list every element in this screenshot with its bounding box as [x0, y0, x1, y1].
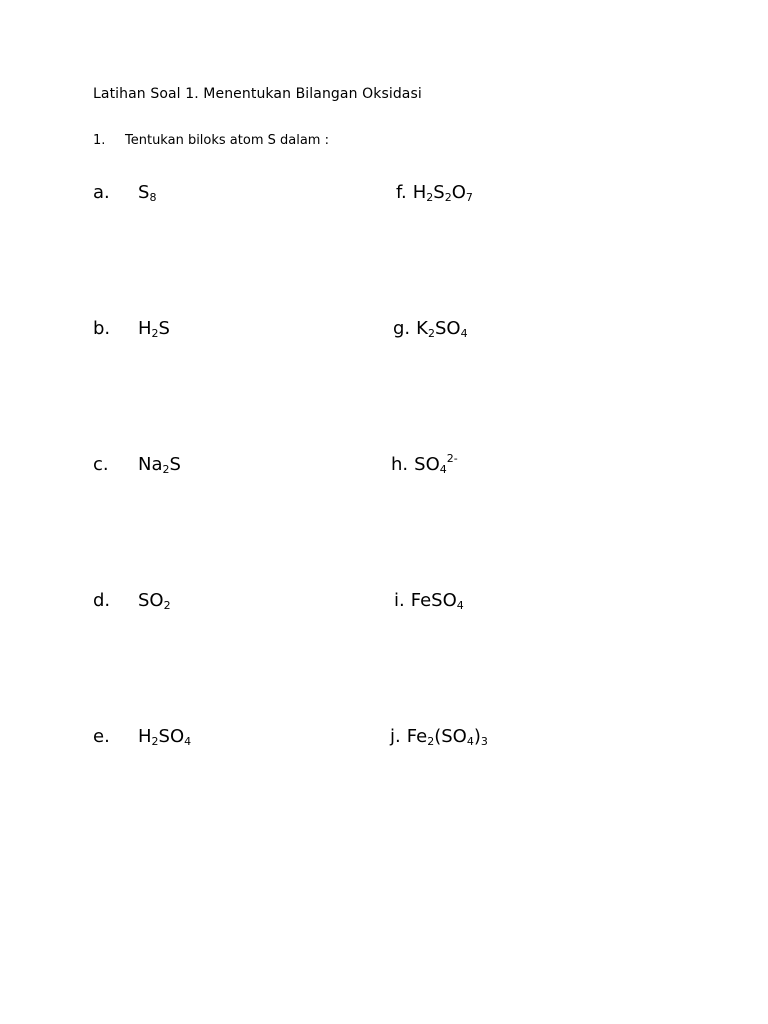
formula-symbol: O	[451, 182, 466, 203]
formula-subscript: 4	[466, 735, 474, 748]
formula-subscript: 4	[439, 463, 447, 476]
formula-symbol: Fe	[406, 726, 428, 747]
question-number: 1.	[93, 133, 106, 148]
formula-subscript: 2	[151, 735, 159, 748]
item-g	[393, 318, 468, 340]
formula-symbol: S	[433, 182, 445, 203]
chemical-formula	[138, 590, 171, 611]
chemical-formula	[138, 182, 156, 203]
chemical-formula	[413, 182, 473, 203]
formula-symbol: SO	[138, 590, 164, 611]
chemical-formula	[138, 454, 181, 475]
item-c	[93, 454, 181, 476]
formula-subscript: 4	[460, 327, 468, 340]
formula-symbol: S	[158, 318, 170, 339]
item-d	[93, 590, 171, 612]
formula-subscript: 2	[427, 327, 435, 340]
formula-symbol: H	[412, 182, 427, 203]
item-letter: d.	[93, 590, 111, 611]
chemical-formula	[414, 454, 458, 475]
worksheet-title: Latihan Soal 1. Menentukan Bilangan Oksidasi	[93, 86, 422, 102]
chemical-formula	[138, 318, 170, 339]
item-letter: f.	[396, 182, 407, 203]
formula-symbol: Na	[138, 454, 163, 475]
formula-symbol: H	[138, 318, 152, 339]
formula-subscript: 4	[184, 735, 192, 748]
item-letter: a.	[93, 182, 110, 203]
item-letter: j.	[390, 726, 401, 747]
formula-subscript: 8	[149, 191, 157, 204]
formula-symbol: S	[169, 454, 181, 475]
item-letter: g.	[393, 318, 411, 339]
item-letter: e.	[93, 726, 110, 747]
formula-subscript: 2	[427, 735, 435, 748]
chemical-formula	[411, 590, 464, 611]
formula-symbol: SO	[158, 726, 185, 747]
formula-subscript: 2	[162, 463, 170, 476]
item-letter: b.	[93, 318, 111, 339]
formula-symbol: K	[416, 318, 428, 339]
chemical-formula	[138, 726, 191, 747]
formula-symbol: SO	[434, 318, 461, 339]
item-i	[394, 590, 464, 612]
formula-superscript: 2-	[446, 452, 458, 465]
formula-subscript: 2	[151, 327, 159, 340]
item-j	[390, 726, 488, 748]
formula-symbol: H	[138, 726, 152, 747]
formula-subscript: 2	[444, 191, 452, 204]
item-e	[93, 726, 191, 748]
formula-subscript: 2	[163, 599, 171, 612]
chemical-formula	[407, 726, 488, 747]
item-letter: i.	[394, 590, 405, 611]
item-f	[396, 182, 473, 204]
formula-symbol: (SO	[434, 726, 467, 747]
formula-subscript: 7	[465, 191, 473, 204]
item-h	[391, 454, 458, 476]
chemical-formula	[416, 318, 467, 339]
formula-subscript: 2	[426, 191, 434, 204]
item-a	[93, 182, 156, 204]
item-letter: c.	[93, 454, 109, 475]
formula-subscript: 3	[480, 735, 488, 748]
formula-subscript: 4	[456, 599, 464, 612]
question-1	[93, 133, 329, 148]
formula-symbol: SO	[414, 454, 440, 475]
formula-symbol: S	[138, 182, 150, 203]
formula-symbol: )	[473, 726, 481, 747]
item-b	[93, 318, 170, 340]
item-letter: h.	[391, 454, 409, 475]
question-text: Tentukan biloks atom S dalam :	[125, 133, 329, 148]
formula-symbol: FeSO	[410, 590, 457, 611]
